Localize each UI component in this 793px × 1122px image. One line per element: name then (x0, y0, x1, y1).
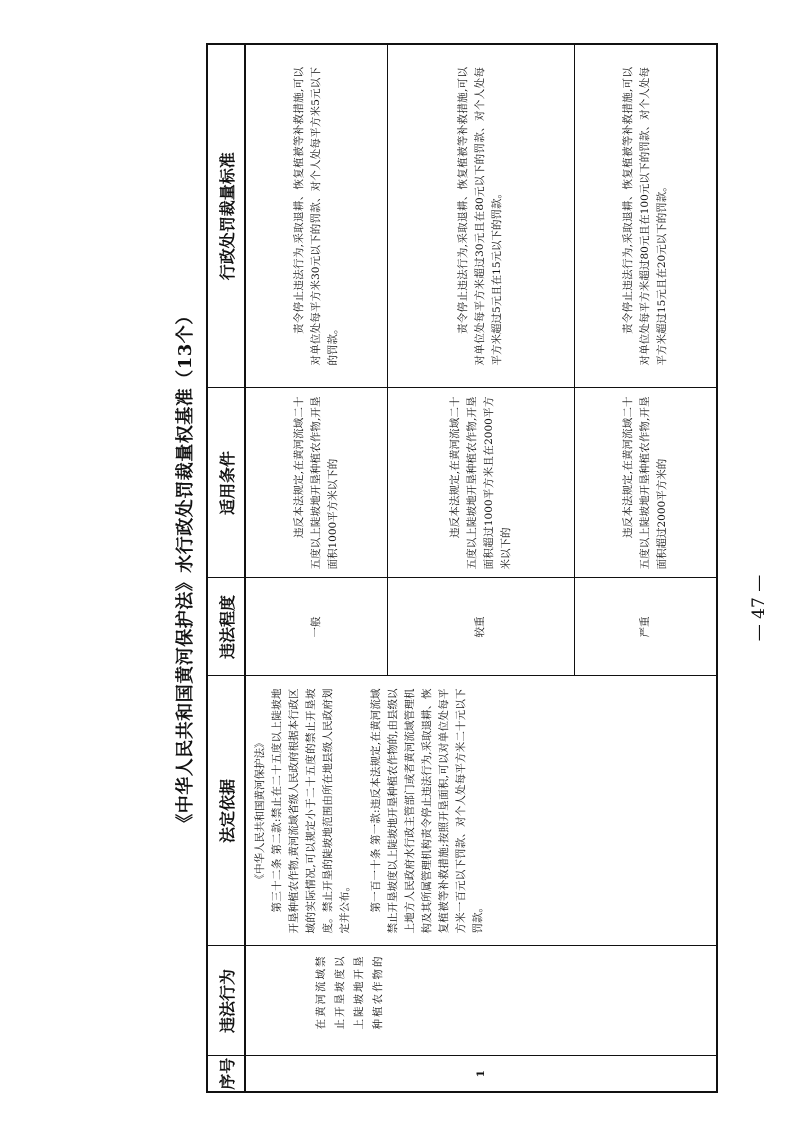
table-row (245, 44, 387, 1092)
page-number (745, 548, 773, 668)
degree-severe: 严重 (575, 578, 717, 676)
condition-serious-text: 违反本法规定,在黄河流域二十五度以上陡坡地开垦种植农作物,开垦面积超过1000平方米且在2000平方米以下的 (448, 396, 512, 570)
header-degree: 违法程度 (207, 578, 245, 676)
header-condition: 适用条件 (207, 388, 245, 578)
header-row (207, 44, 245, 1092)
penalty-general (245, 44, 387, 388)
penalty-severe-text: 责令停止违法行为,采取退耕、恢复植被等补救措施,可以对单位处每平方米超过80元且在100元以下的罚款、对个人处每平方米超过15元且在20元以下的罚款。 (622, 67, 669, 366)
condition-severe (575, 388, 717, 578)
header-no: 序号 (207, 1056, 245, 1092)
penalty-severe (575, 44, 717, 388)
landscape-table-area (166, 45, 718, 1093)
degree-general: 一般 (245, 578, 387, 676)
rotated-page (166, 45, 718, 1093)
header-act: 违法行为 (207, 946, 245, 1056)
penalty-standard-table (206, 43, 718, 1093)
table-title: 《中华人民共和国黄河保护法》水行政处罚裁量权基准（13个） (175, 306, 196, 832)
legal-basis (245, 676, 717, 946)
page-number-text: — 47 — (749, 574, 769, 642)
violation-act: 在黄河流域禁止开垦坡度以上陡坡地开垦种植农作物的 (245, 946, 717, 1056)
row-number: 1 (245, 1056, 717, 1092)
header-basis: 法定依据 (207, 676, 245, 946)
penalty-serious (387, 44, 574, 388)
basis-article-32: 第三十二条 第二款:禁止在二十五度以上陡坡地开垦种植农作物,黄河流域省级人民政府根据本行政区域的实际情况,可以规定小于二十五度的禁止开垦坡度。禁止开垦的陡坡地范围由所在地县级人民政府划定并公布。 (271, 688, 351, 934)
header-penalty: 行政处罚裁量标准 (207, 44, 245, 388)
condition-severe-text: 违反本法规定,在黄河流域二十五度以上陡坡地开垦种植农作物,开垦面积超过2000平方米的 (622, 396, 669, 570)
condition-general (245, 388, 387, 578)
condition-general-text: 违反本法规定,在黄河流域二十五度以上陡坡地开垦种植农作物,开垦面积1000平方米以下的 (292, 396, 339, 570)
degree-serious: 较重 (387, 578, 574, 676)
law-name: 《中华人民共和国黄河保护法》 (254, 737, 266, 885)
basis-article-110: 第一百一十条 第一款:违反本法规定,在黄河流域禁止开垦坡度以上陡坡地开垦种植农作物的,由县级以上地方人民政府水行政主管部门或者黄河流域管理机构及其所属管理机构责令停止违法行为,采取退耕、恢复植被等补救措施;按照开垦面积,可以对单位处每平方米一百元以下罚款、对个人处每平方米二十元以下罚款。 (370, 688, 484, 934)
penalty-serious-text: 责令停止违法行为,采取退耕、恢复植被等补救措施,可以对单位处每平方米超过30元且在80元以下的罚款、对个人处每平方米超过5元且在15元以下的罚款。 (457, 67, 504, 366)
penalty-general-text: 责令停止违法行为,采取退耕、恢复植被等补救措施,可以对单位处每平方米30元以下的罚款、对个人处每平方米5元以下的罚款。 (292, 67, 339, 366)
condition-serious (387, 388, 574, 578)
